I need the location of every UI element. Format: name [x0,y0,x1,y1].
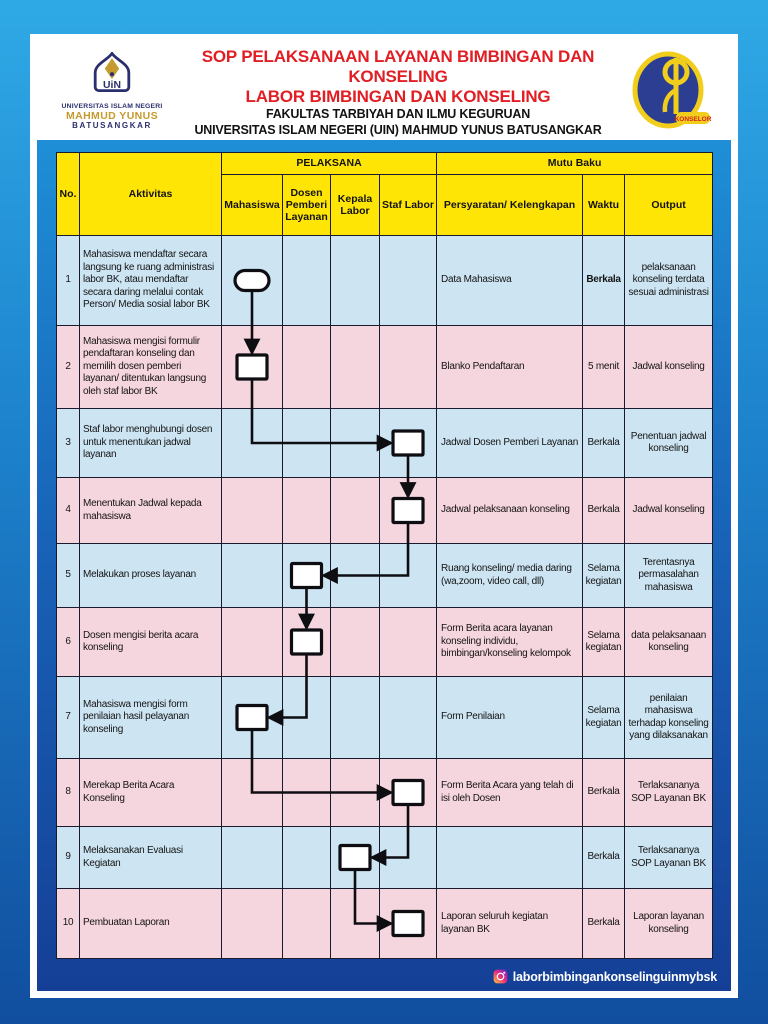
uin-logo-icon [88,52,136,98]
table-row [57,409,713,478]
uin-logo-city-line: BATUSANGKAR [72,121,152,131]
uin-logo-name-line: MAHMUD YUNUS [65,109,159,122]
flow-cell-dosen [283,677,331,759]
time-text: 5 menit [583,326,625,409]
output-text: Terentasnya permasalahan mahasiswa [625,544,713,608]
instagram-icon [493,969,508,984]
flow-cell-kepala-labor [331,759,380,827]
instagram-handle: laborbimbingankonselinguinmybsk [512,969,717,984]
output-text: Jadwal konseling [625,478,713,544]
flow-cell-staf-labor [380,889,437,959]
flow-cell-dosen [283,827,331,889]
flow-cell-dosen [283,236,331,326]
flow-cell-staf-labor [380,827,437,889]
flow-cell-kepala-labor [331,677,380,759]
col-header-dosen-pemberi-layanan: Dosen Pemberi Layanan [283,175,331,236]
row-number: 4 [57,478,80,544]
col-group-mutu-baku: Mutu Baku [437,153,713,175]
flow-cell-staf-labor [380,544,437,608]
uin-logo-mark: UiN [103,79,121,91]
activity-text: Melakukan proses layanan [80,544,222,608]
table-row [57,478,713,544]
flow-cell-mahasiswa [222,409,283,478]
time-text: Selama kegiatan [583,544,625,608]
row-number: 3 [57,409,80,478]
sop-table-container [56,152,712,959]
row-number: 2 [57,326,80,409]
requirement-text: Form Penilaian [437,677,583,759]
output-text: penilaian mahasiswa terhadap konseling yang dilaksanakan [625,677,713,759]
activity-text: Menentukan Jadwal kepada mahasiswa [80,478,222,544]
flow-cell-dosen [283,409,331,478]
col-header-persyaratan: Persyaratan/ Kelengkapan [437,175,583,236]
table-row [57,236,713,326]
activity-text: Mahasiswa mendaftar secara langsung ke ruang administrasi labor BK, atau mendaftar secara daring melalui contak Person/ Media sosial labor BK [80,236,222,326]
time-text: Berkala [583,889,625,959]
col-header-mahasiswa: Mahasiswa [222,175,283,236]
flow-cell-staf-labor [380,759,437,827]
flow-cell-mahasiswa [222,478,283,544]
time-text: Berkala [583,236,625,326]
activity-text: Staf labor menghubungi dosen untuk menentukan jadwal layanan [80,409,222,478]
flow-cell-mahasiswa [222,889,283,959]
activity-text: Pembuatan Laporan [80,889,222,959]
flow-cell-kepala-labor [331,889,380,959]
time-text: Berkala [583,478,625,544]
flow-cell-staf-labor [380,326,437,409]
table-row [57,889,713,959]
flow-cell-mahasiswa [222,236,283,326]
output-text: Jadwal konseling [625,326,713,409]
col-header-waktu: Waktu [583,175,625,236]
header [37,41,731,140]
flow-cell-kepala-labor [331,544,380,608]
col-group-pelaksana: PELAKSANA [222,153,437,175]
requirement-text: Form Berita Acara yang telah di isi oleh Dosen [437,759,583,827]
requirement-text: Ruang konseling/ media daring (wa,zoom, video call, dll) [437,544,583,608]
flow-cell-dosen [283,544,331,608]
flow-cell-staf-labor [380,478,437,544]
col-header-kepala-labor: Kepala Labor [331,175,380,236]
flow-cell-staf-labor [380,677,437,759]
row-number: 9 [57,827,80,889]
title-block [179,45,617,138]
flow-cell-kepala-labor [331,326,380,409]
table-row [57,608,713,677]
row-number: 1 [57,236,80,326]
flow-cell-kepala-labor [331,827,380,889]
col-header-no: No. [57,153,80,236]
output-text: Terlaksananya SOP Layanan BK [625,827,713,889]
table-row [57,326,713,409]
flow-cell-dosen [283,759,331,827]
flow-cell-mahasiswa [222,677,283,759]
output-text: data pelaksanaan konseling [625,608,713,677]
page-title-line2: LABOR BIMBINGAN DAN KONSELING [245,87,551,107]
time-text: Berkala [583,759,625,827]
row-number: 5 [57,544,80,608]
footer [493,969,717,984]
flow-cell-dosen [283,326,331,409]
konselor-logo-label: KONSELOR [674,115,712,123]
flow-cell-staf-labor [380,409,437,478]
requirement-text: Blanko Pendaftaran [437,326,583,409]
time-text: Berkala [583,409,625,478]
flow-cell-kepala-labor [331,236,380,326]
page-title-line1: SOP PELAKSANAAN LAYANAN BIMBINGAN DAN KONSELING [201,47,595,87]
flow-cell-staf-labor [380,236,437,326]
flow-cell-kepala-labor [331,608,380,677]
requirement-text: Jadwal pelaksanaan konseling [437,478,583,544]
row-number: 8 [57,759,80,827]
output-text: Terlaksananya SOP Layanan BK [625,759,713,827]
requirement-text [437,827,583,889]
row-number: 10 [57,889,80,959]
requirement-text: Laporan seluruh kegiatan layanan BK [437,889,583,959]
activity-text: Mahasiswa mengisi form penilaian hasil pelayanan konseling [80,677,222,759]
time-text: Berkala [583,827,625,889]
requirement-text: Jadwal Dosen Pemberi Layanan [437,409,583,478]
flow-cell-dosen [283,889,331,959]
table-row [57,827,713,889]
university-subtitle: UNIVERSITAS ISLAM NEGERI (UIN) MAHMUD YUNUS BATUSANGKAR [194,122,602,137]
activity-text: Melaksanakan Evaluasi Kegiatan [80,827,222,889]
sop-table [56,152,713,959]
uin-logo-university-line: UNIVERSITAS ISLAM NEGERI [61,103,163,111]
flow-cell-mahasiswa [222,827,283,889]
activity-text: Mahasiswa mengisi formulir pendaftaran konseling dan memilih dosen pemberi layanan/ ditentukan langsung oleh staf labor BK [80,326,222,409]
output-text: Laporan layanan konseling [625,889,713,959]
time-text: Selama kegiatan [583,608,625,677]
requirement-text: Data Mahasiswa [437,236,583,326]
faculty-subtitle: FAKULTAS TARBIYAH DAN ILMU KEGURUAN [265,107,531,122]
flow-cell-dosen [283,608,331,677]
row-number: 7 [57,677,80,759]
uin-logo [51,52,173,131]
row-number: 6 [57,608,80,677]
col-header-staf-labor: Staf Labor [380,175,437,236]
flow-cell-kepala-labor [331,478,380,544]
requirement-text: Form Berita acara layanan konseling individu, bimbingan/konseling kelompok [437,608,583,677]
flow-cell-mahasiswa [222,608,283,677]
flow-cell-mahasiswa [222,544,283,608]
output-text: pelaksanaan konseling terdata sesuai administrasi [625,236,713,326]
table-row [57,677,713,759]
flow-cell-mahasiswa [222,326,283,409]
activity-text: Dosen mengisi berita acara konseling [80,608,222,677]
activity-text: Merekap Berita Acara Konseling [80,759,222,827]
flow-cell-dosen [283,478,331,544]
konselor-logo [623,50,719,134]
col-header-aktivitas: Aktivitas [80,153,222,236]
table-row [57,759,713,827]
time-text: Selama kegiatan [583,677,625,759]
col-header-output: Output [625,175,713,236]
flow-cell-staf-labor [380,608,437,677]
poster-frame [30,34,738,998]
flow-cell-kepala-labor [331,409,380,478]
output-text: Penentuan jadwal konseling [625,409,713,478]
table-row [57,544,713,608]
konselor-logo-icon [630,50,712,134]
flow-cell-mahasiswa [222,759,283,827]
